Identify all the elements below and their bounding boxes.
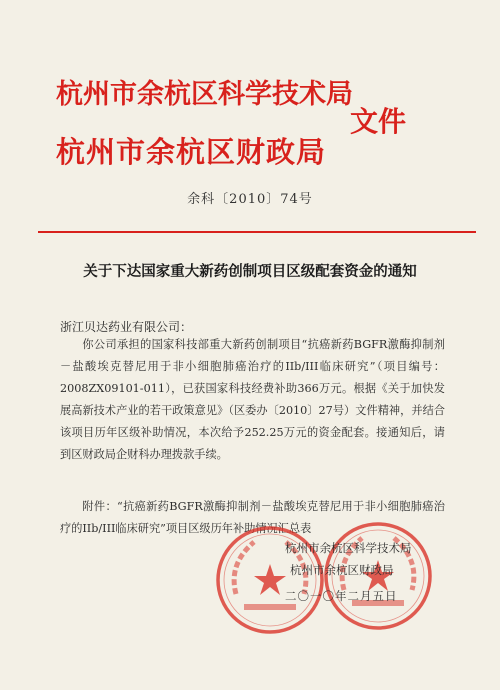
signatory-1: 杭州市余杭区科学技术局 [285,541,412,555]
header-divider [38,231,476,233]
issuer-name-2: 杭州市余杭区财政局 [56,135,327,169]
body-paragraph: 你公司承担的国家科技部重大新药创制项目“抗癌新药BGFR激酶抑制剂－盐酸埃克替尼用于非小细胞肺癌治疗的IIb/III临床研究”（项目编号：2008ZX09101-011），已获国家科技经费补助366万元。根据《关于加快发展高新技术产业的若干政策意见》（区委办〔2010〕27号）文件精神，并结合该项目历年区级补助情况，本次给予252.25万元的资金配套。接通知后，请到区财政局企财科办理拨款手续。 [60,338,445,461]
signatory-2: 杭州市余杭区财政局 [290,563,394,577]
document-number: 余科〔2010〕74号 [187,192,313,207]
attachment-note: 附件：“抗癌新药BGFR激酶抑制剂－盐酸埃克替尼用于非小细胞肺癌治疗的IIb/III临床研究”项目区级历年补助情况汇总表 [60,500,445,535]
issuer-name-1: 杭州市余杭区科学技术局 [56,79,353,110]
salutation: 浙江贝达药业有限公司： [60,320,193,334]
document-type: 文件 [350,105,407,138]
issue-date: 二〇一〇年二月五日 [285,589,398,603]
document-title: 关于下达国家重大新药创制项目区级配套资金的通知 [83,263,417,280]
